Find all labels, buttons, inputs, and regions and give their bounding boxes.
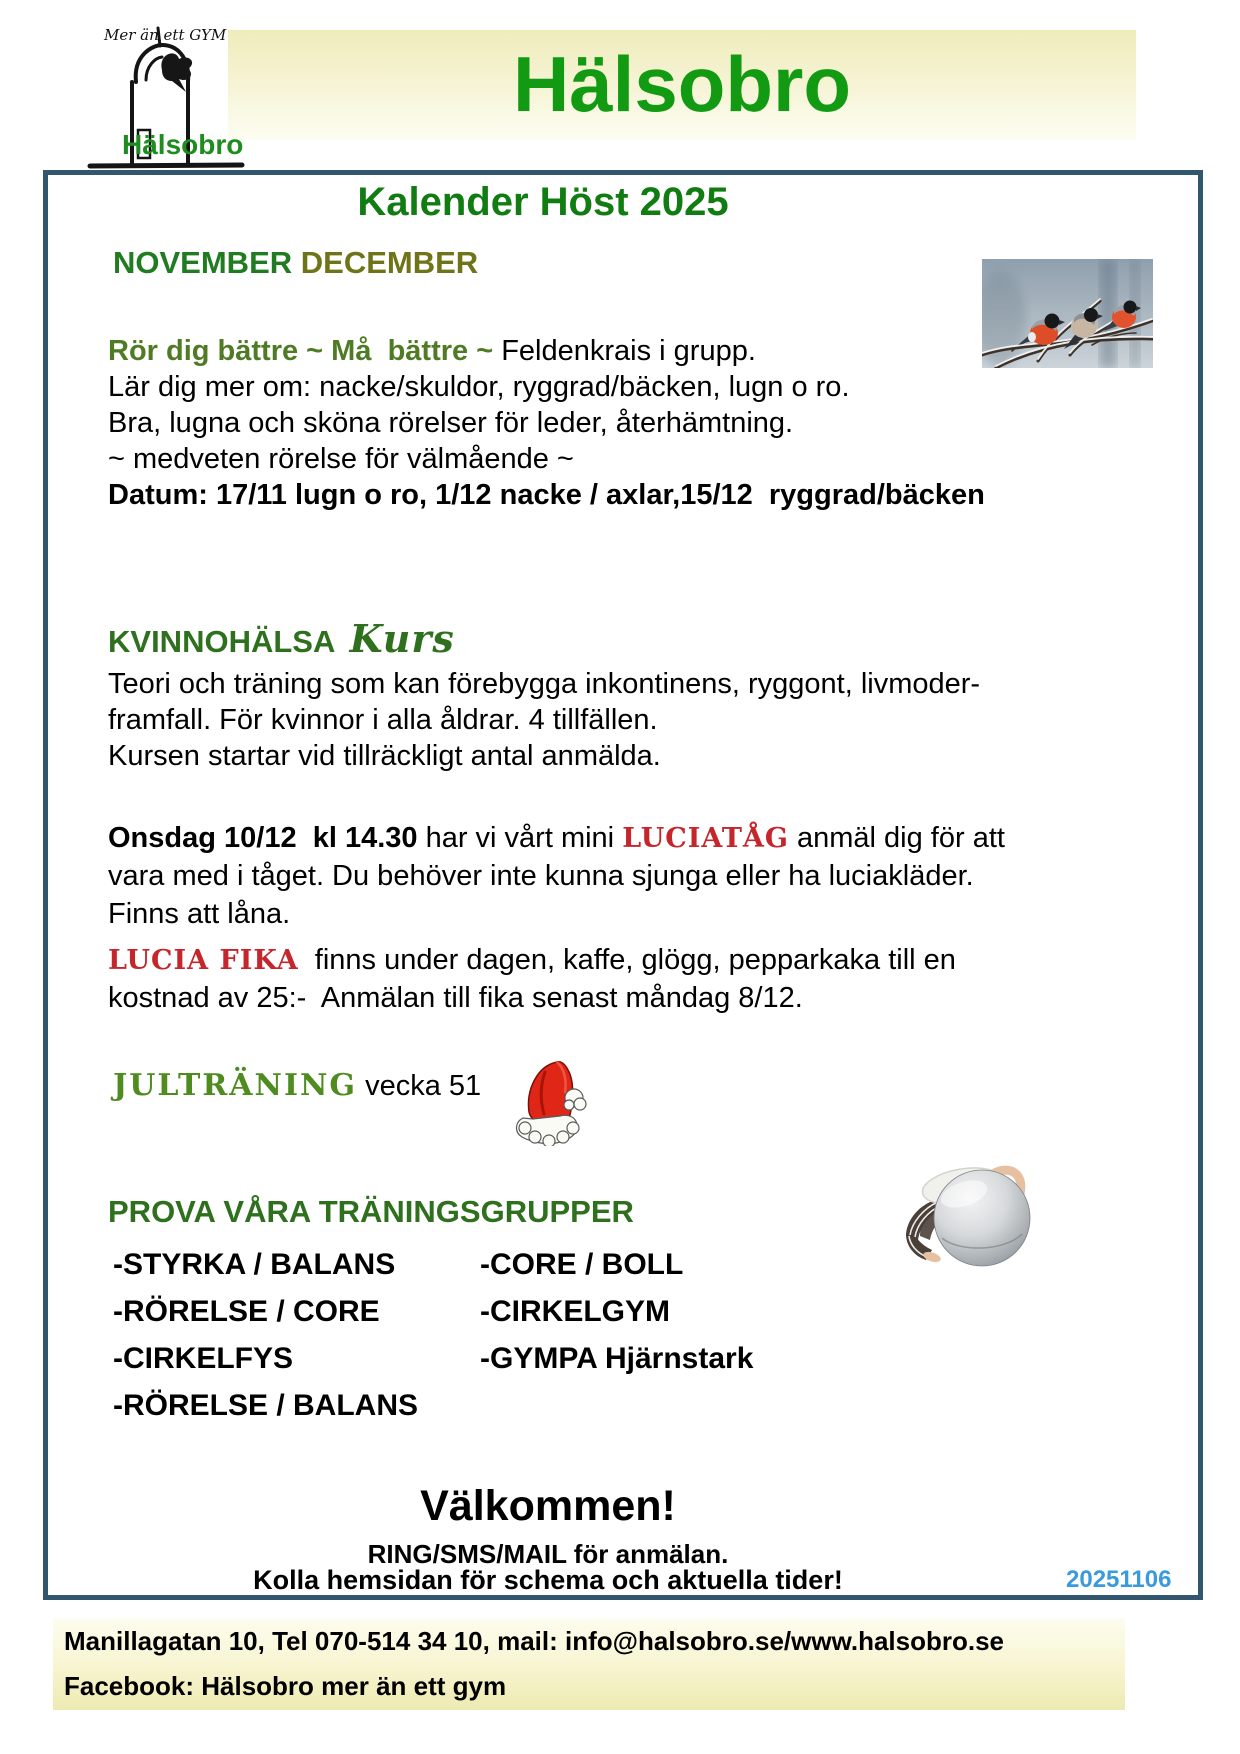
lucia-intro-bold: Onsdag 10/12 kl 14.30 xyxy=(108,822,418,854)
feldenkrais-line-2: Lär dig mer om: nacke/skuldor, ryggrad/bäcken, lugn o ro. xyxy=(108,371,850,403)
feldenkrais-line-4: ~ medveten rörelse för välmående ~ xyxy=(108,443,574,475)
page-title: Hälsobro xyxy=(512,40,852,128)
halsobro-logo xyxy=(58,6,244,172)
group-item: -STYRKA / BALANS xyxy=(113,1248,396,1281)
closing-line-2: Kolla hemsidan för schema och aktuella tider! xyxy=(253,1565,843,1595)
groups-heading: PROVA VÅRA TRÄNINGSGRUPPER xyxy=(108,1194,634,1229)
lucia-intro-tail: anmäl dig för att xyxy=(788,822,1005,854)
luciatag-label: LUCIATÅG xyxy=(622,823,789,854)
logo-tagline: Mer än ett GYM xyxy=(103,26,227,44)
kvinnohalsa-heading-line xyxy=(108,616,455,661)
kvinnohalsa-kurs-script: Kurs xyxy=(335,616,455,661)
feldenkrais-heading-line xyxy=(108,333,756,369)
month-december: DECEMBER xyxy=(300,245,479,280)
lucia-line-3: Finns att låna. xyxy=(108,898,291,930)
santa-hat-image xyxy=(493,1040,575,1128)
jultraning-line xyxy=(113,1068,481,1104)
month-november: NOVEMBER xyxy=(113,245,293,280)
lucia-intro-line xyxy=(108,820,1005,857)
lucia-fika-line xyxy=(108,942,956,979)
group-item: -CIRKELFYS xyxy=(113,1342,293,1375)
kvinnohalsa-line-1: Teori och träning som kan förebygga inkontinens, ryggont, livmoder- xyxy=(108,668,981,700)
bridge-tower-logo-drawing xyxy=(76,24,252,190)
footer-facebook-line: Facebook: Hälsobro mer än ett gym xyxy=(64,1671,507,1701)
feldenkrais-dates: Datum: 17/11 lugn o ro, 1/12 nacke / axlar,15/12 ryggrad/bäcken xyxy=(108,479,985,511)
winter-bullfinches-image xyxy=(964,241,1135,350)
feldenkrais-lead: Rör dig bättre ~ Må bättre ~ xyxy=(108,335,494,367)
calendar-title: Kalender Höst 2025 xyxy=(357,180,729,224)
group-item: -CORE / BOLL xyxy=(480,1248,684,1281)
kvinnohalsa-line-3: Kursen startar vid tillräckligt antal anmälda. xyxy=(108,740,661,772)
group-item: -RÖRELSE / CORE xyxy=(113,1295,380,1328)
months-line xyxy=(113,245,478,281)
jultraning-label: JULTRÄNING xyxy=(113,1068,358,1103)
feldenkrais-lead-rest: Feldenkrais i grupp. xyxy=(493,335,756,367)
closing-line-1: RING/SMS/MAIL för anmälan. xyxy=(367,1539,729,1569)
lucia-fika-line-2: kostnad av 25:- Anmälan till fika senast måndag 8/12. xyxy=(108,982,803,1014)
group-item: -RÖRELSE / BALANS xyxy=(113,1389,419,1422)
lucia-line-2: vara med i tåget. Du behöver inte kunna sjunga eller ha luciakläder. xyxy=(108,860,974,892)
group-item: -GYMPA Hjärnstark xyxy=(480,1342,754,1375)
feldenkrais-line-3: Bra, lugna och sköna rörelser för leder, återhämtning. xyxy=(108,407,794,439)
welcome-heading: Välkommen! xyxy=(420,1482,676,1530)
lucia-intro-text: har vi vårt mini xyxy=(417,822,623,854)
kvinnohalsa-line-2: framfall. För kvinnor i alla åldrar. 4 tillfällen. xyxy=(108,704,658,736)
kvinnohalsa-heading: KVINNOHÄLSA xyxy=(108,624,336,659)
version-number: 20251106 xyxy=(1066,1566,1172,1593)
lucia-fika-text: finns under dagen, kaffe, glögg, pepparkaka till en xyxy=(298,944,956,976)
logo-wordmark: Hälsobro xyxy=(121,129,244,160)
exercise-ball-person-image xyxy=(866,1124,1031,1249)
group-item: -CIRKELGYM xyxy=(480,1295,670,1328)
jultraning-text: vecka 51 xyxy=(357,1070,482,1102)
header-band xyxy=(228,30,1136,140)
footer-contact-line: Manillagatan 10, Tel 070-514 34 10, mail: info@halsobro.se/www.halsobro.se xyxy=(64,1626,1004,1656)
lucia-fika-label: LUCIA FIKA xyxy=(108,945,299,976)
